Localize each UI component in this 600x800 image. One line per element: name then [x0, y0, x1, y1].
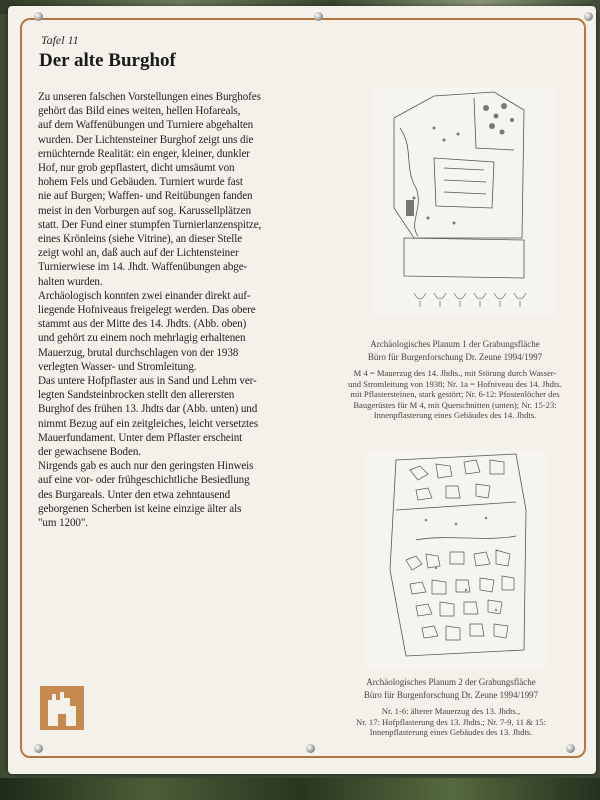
text-line: und gehört zu einem noch mehrlagig erhaltenen	[38, 332, 246, 345]
text-line: Das untere Hofpflaster aus in Sand und Lehm ver-	[38, 375, 257, 388]
text-line: nimmt Bezug auf ein zeitgleiches, leicht versetztes	[38, 417, 259, 430]
plan-1-legend-line: mit Pflastersteinen, stark gestört; Nr. 6-12: Pfostenlöcher des	[350, 389, 560, 399]
plan-1-legend-line: M 4 = Mauerzug des 14. Jhdts., mit Störung durch Wasser-	[353, 368, 557, 378]
plan-2-caption	[326, 676, 576, 738]
text-line: Turnierwiese im 14. Jhdt. Waffenübungen abge-	[38, 261, 248, 274]
paragraph	[38, 374, 310, 459]
excavation-plan-2-drawing	[366, 450, 546, 670]
plan-2-legend-line: Nr. 1-6: älterer Mauerzug des 13. Jhdts.,	[381, 706, 521, 716]
plan-1-title: Archäologisches Planum 1 der Grabungsfläche	[370, 339, 540, 349]
plan-2-title: Archäologisches Planum 2 der Grabungsfläche	[366, 677, 536, 687]
text-line: legten Sandsteinbrocken stellt den allerersten	[38, 389, 235, 402]
screw-icon	[314, 12, 323, 21]
text-line: Nirgends gab es auch nur den geringsten Hinweis	[38, 460, 254, 473]
plan-1-legend-line: und Stromleitung von 1938; Nr. 1a = Hofniveau des 14. Jhdts.	[348, 378, 562, 389]
text-line: halten wurden.	[38, 275, 103, 288]
screw-icon	[566, 744, 575, 753]
text-line: statt. Der Fund einer stumpfen Turnierlanzenspitze,	[38, 218, 262, 231]
paragraph	[38, 90, 310, 289]
main-text	[38, 90, 310, 530]
paragraph	[38, 459, 310, 530]
excavation-plan-1-drawing	[374, 88, 554, 316]
text-line: geborgenen Scherben ist keine einzige älter als	[38, 502, 242, 515]
page-title: Der alte Burghof	[39, 50, 176, 71]
castle-logo-icon	[40, 686, 84, 730]
text-line: Zu unseren falschen Vorstellungen eines Burghofes	[38, 91, 261, 103]
text-line: stammt aus der Mitte des 14. Jhdts. (Abb. oben)	[38, 318, 247, 331]
screw-icon	[34, 744, 43, 753]
screw-icon	[584, 12, 593, 21]
text-line: Mauerzug, brutal durchschlagen von der 1938	[38, 346, 239, 359]
text-line: Burghof des frühen 13. Jhdts dar (Abb. unten) und	[38, 403, 258, 416]
plan-1-legend-line: Baugerüstes für M 4, mit Querschnitten (unten); Nr. 15-23:	[353, 399, 557, 410]
text-line: gehört das Bild eines weiten, hellen Hofareals,	[38, 105, 241, 118]
text-line: Mauerfundament. Unter dem Pflaster erscheint	[38, 431, 243, 444]
plan-2-legend-line: Nr. 17: Hofpflasterung des 13. Jhdts.; Nr. 7-9, 11 & 15:	[356, 716, 546, 727]
text-line: hohem Fels und Gebäuden. Turniert wurde fast	[38, 176, 243, 189]
text-line: "um 1200".	[38, 517, 88, 530]
text-line: auf dem Waffenübungen und Turniere abgehalten	[38, 119, 254, 132]
screw-icon	[306, 744, 315, 753]
plan-1-caption	[330, 338, 580, 421]
text-line: Archäologisch konnten zwei einander direkt auf-	[38, 289, 251, 302]
text-line: zeigt wohl an, daß auch auf der Lichtensteiner	[38, 247, 239, 260]
plan-1-legend-line: Innenpflasterung eines Gebäudes des 14. Jhdts.	[373, 410, 537, 420]
plan-2-legend-line: Innenpflasterung eines Gebäudes des 13. Jhdts.	[369, 727, 533, 737]
text-line: des Burgareals. Unter den etwa zehntausend	[38, 488, 231, 501]
plan-2-credit: Büro für Burgenforschung Dr. Zeune 1994/1997	[363, 690, 539, 700]
text-line: verlegten Wasser- und Stromleitung.	[38, 360, 197, 373]
text-line: eines Krönleins (siehe Vitrine), an dieser Stelle	[38, 233, 243, 246]
text-line: auf eine vor- oder frühgeschichtliche Besiedlung	[38, 474, 250, 487]
information-sign-board	[8, 6, 596, 774]
paragraph	[38, 289, 310, 374]
text-line: meist in den Vorburgen auf sog. Karussellplätzen	[38, 204, 252, 217]
panel-number: Tafel 11	[41, 33, 79, 47]
text-line: ernüchternde Realität: ein enger, kleiner, dunkler	[38, 147, 250, 160]
text-line: Hof, nur grob gepflastert, dicht umsäumt von	[38, 162, 235, 175]
background-foliage-bottom	[0, 778, 600, 800]
text-line: wurden. Der Lichtensteiner Burghof zeigt uns die	[38, 133, 254, 146]
screw-icon	[34, 12, 43, 21]
text-line: nie auf Burgen; Waffen- und Reitübungen fanden	[38, 190, 253, 203]
plan-1-credit: Büro für Burgenforschung Dr. Zeune 1994/1997	[367, 352, 543, 362]
text-line: der gewachsene Boden.	[38, 446, 141, 459]
text-line: liegende Hofniveaus freigelegt werden. Das obere	[38, 304, 256, 317]
